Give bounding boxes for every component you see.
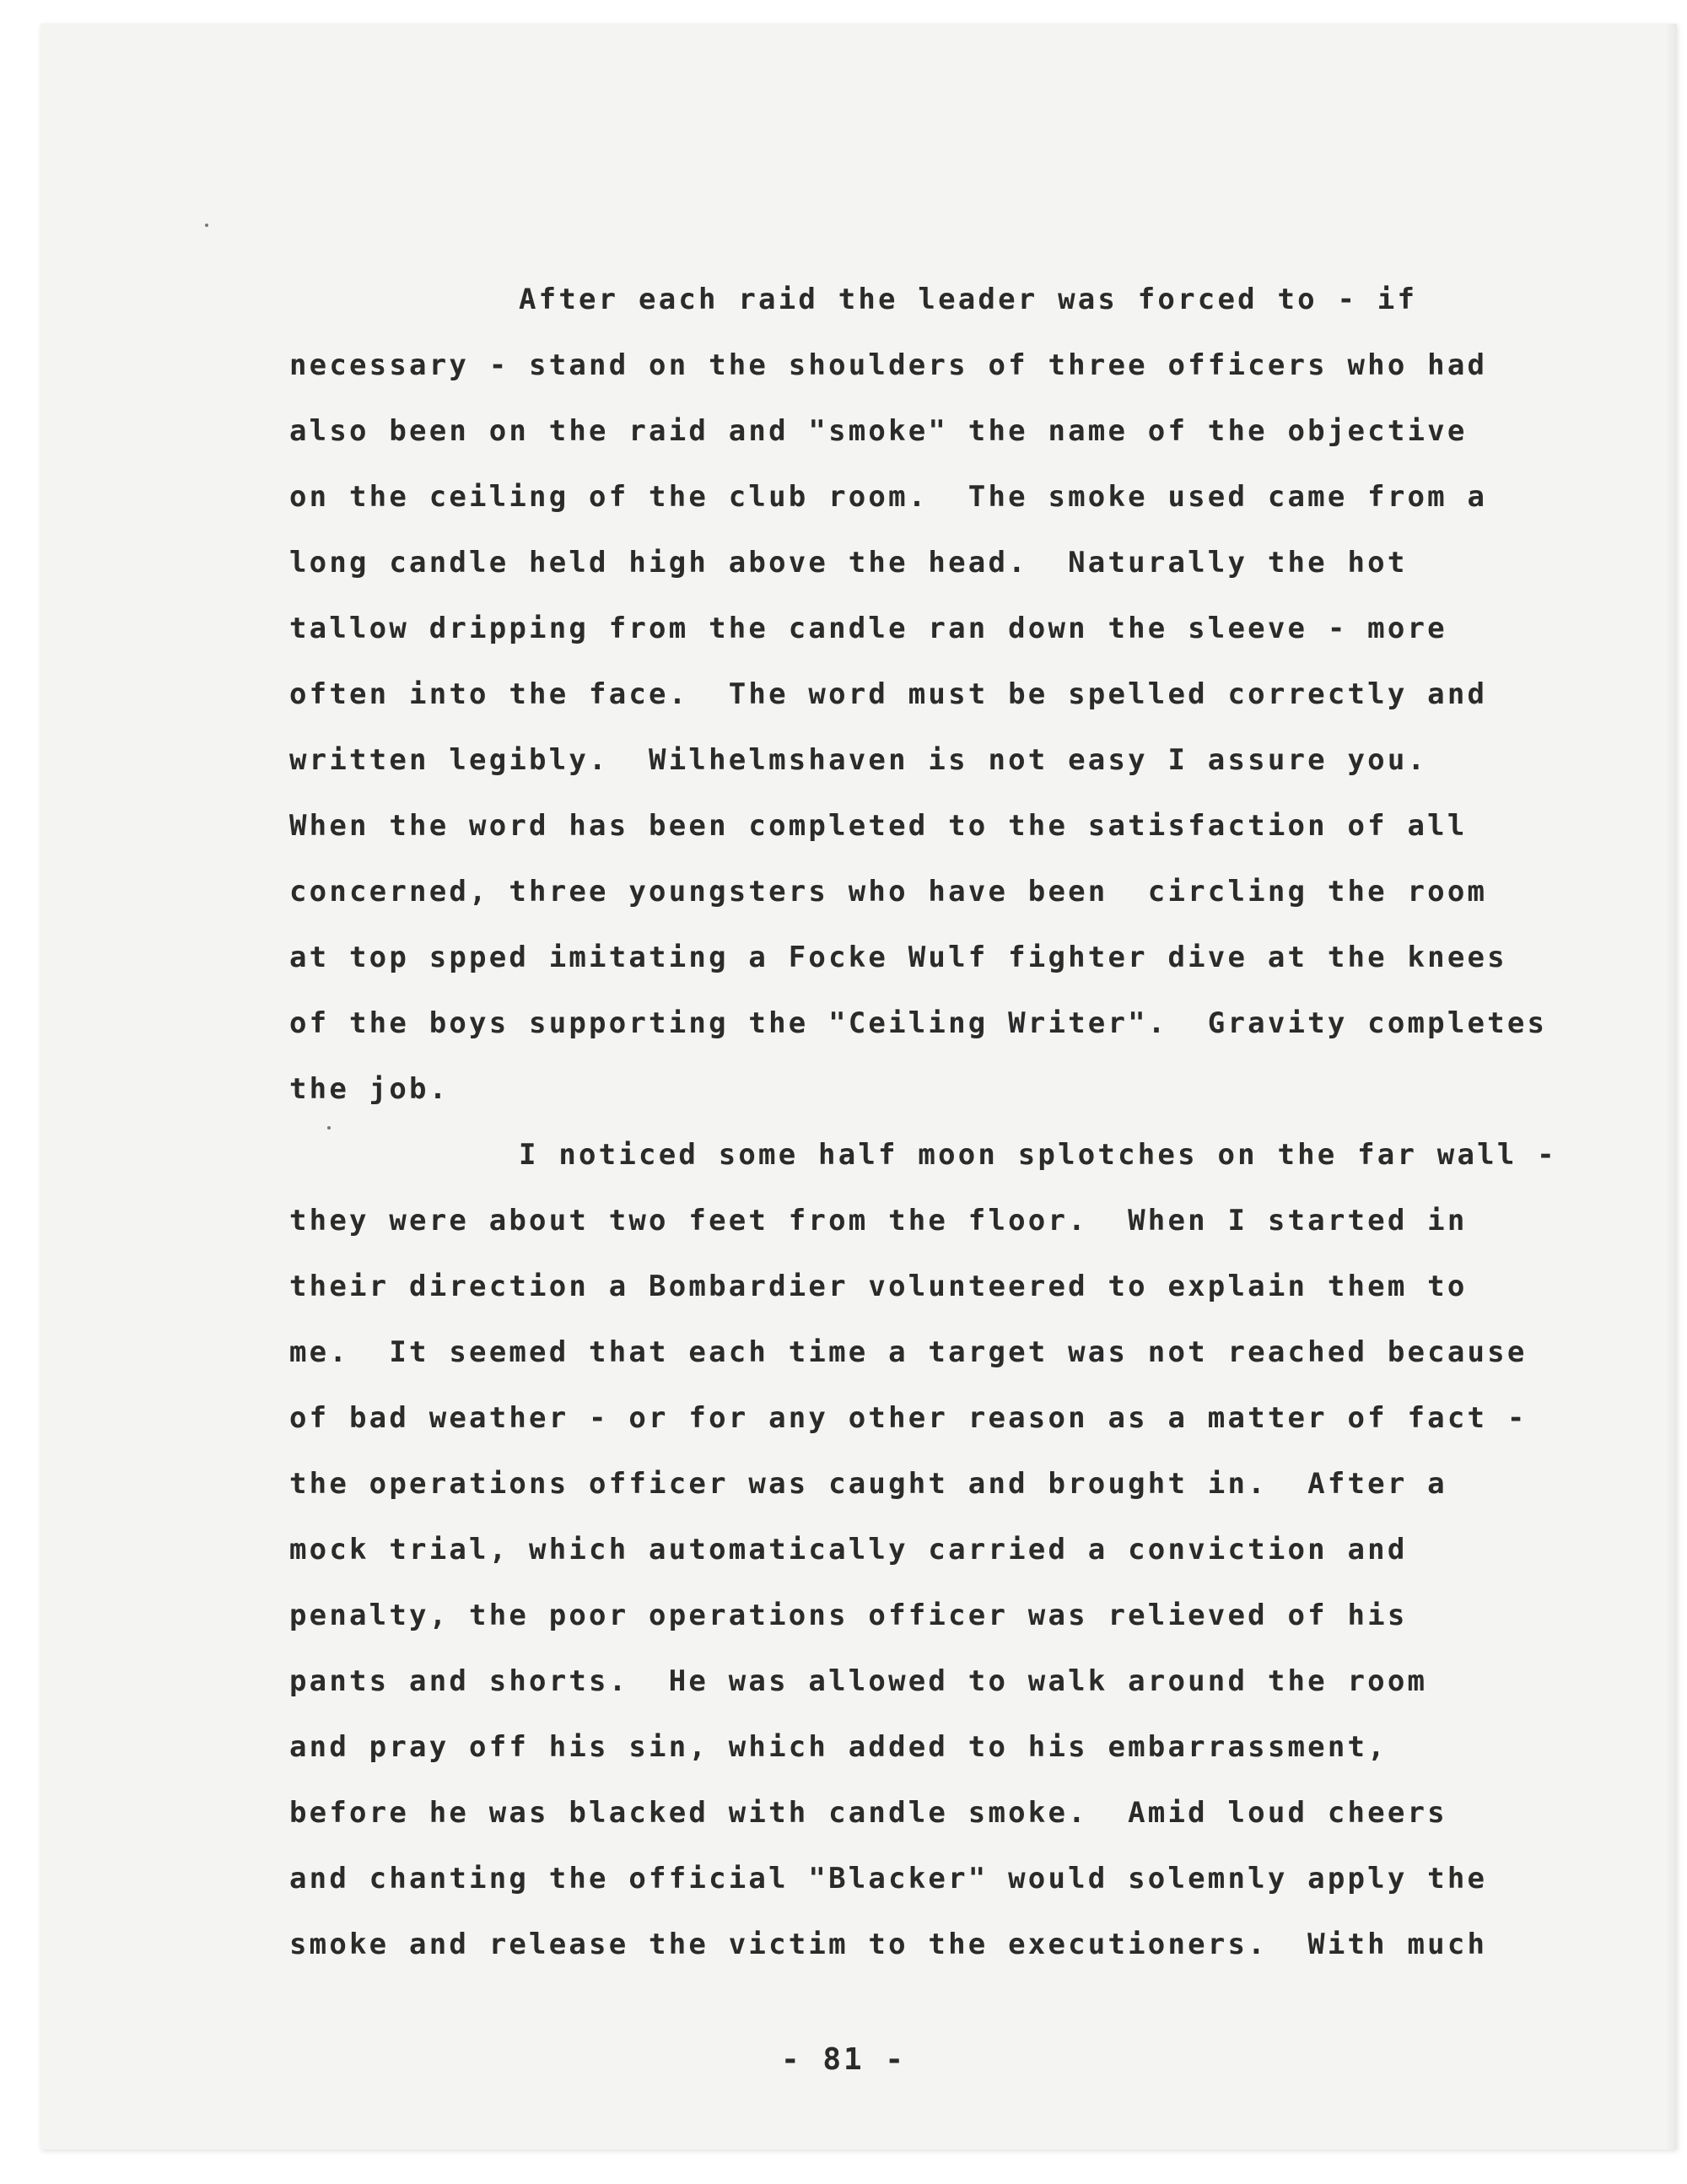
text-line: pants and shorts. He was allowed to walk around the room: [289, 1664, 1428, 1698]
text-line: I noticed some half moon splotches on the far wall -: [519, 1138, 1557, 1172]
typed-text-body: [289, 267, 1571, 1977]
text-line: before he was blacked with candle smoke. Amid loud cheers: [289, 1796, 1447, 1830]
text-line: smoke and release the victim to the executioners. With much: [289, 1928, 1488, 1961]
text-line: When the word has been completed to the satisfaction of all: [289, 809, 1468, 843]
text-line: at top spped imitating a Focke Wulf fighter dive at the knees: [289, 941, 1507, 974]
text-line: the job.: [289, 1072, 450, 1106]
text-line: After each raid the leader was forced to - if: [519, 283, 1418, 316]
text-line: they were about two feet from the floor. When I started in: [289, 1204, 1468, 1238]
text-line: their direction a Bombardier volunteered to explain them to: [289, 1270, 1468, 1303]
page-number: - 81 -: [780, 2042, 907, 2077]
text-line: written legibly. Wilhelmshaven is not easy I assure you.: [289, 743, 1428, 777]
text-line: of the boys supporting the "Ceiling Writer". Gravity completes: [289, 1006, 1548, 1040]
text-line: long candle held high above the head. Naturally the hot: [289, 546, 1408, 580]
text-line: the operations officer was caught and brought in. After a: [289, 1467, 1447, 1501]
text-line: and pray off his sin, which added to his embarrassment,: [289, 1730, 1388, 1764]
paper-edge-shadow: [1665, 24, 1677, 2149]
text-line: mock trial, which automatically carried a conviction and: [289, 1533, 1408, 1567]
text-line: often into the face. The word must be spelled correctly and: [289, 677, 1488, 711]
paper-speck: [205, 224, 208, 227]
text-line: concerned, three youngsters who have been circling the room: [289, 875, 1488, 909]
text-line: on the ceiling of the club room. The smoke used came from a: [289, 480, 1488, 514]
text-line: and chanting the official "Blacker" would solemnly apply the: [289, 1862, 1488, 1895]
text-line: penalty, the poor operations officer was relieved of his: [289, 1599, 1408, 1632]
text-line: of bad weather - or for any other reason as a matter of fact -: [289, 1401, 1528, 1435]
text-line: me. It seemed that each time a target was not reached because: [289, 1335, 1528, 1369]
text-line: tallow dripping from the candle ran down the sleeve - more: [289, 612, 1447, 645]
text-line: necessary - stand on the shoulders of three officers who had: [289, 348, 1488, 382]
text-line: also been on the raid and "smoke" the name of the objective: [289, 414, 1468, 448]
